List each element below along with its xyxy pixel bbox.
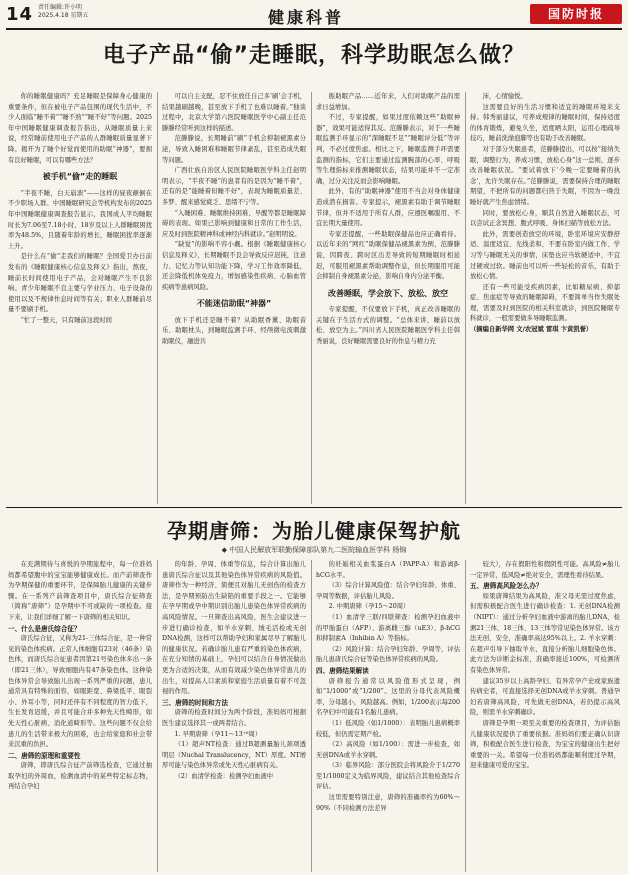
paragraph: 范滕滕说，长期睡前“刷”手机会抑制褪黑素分泌，导致入睡困难和睡眠节律紊乱，甚至造成失眠等问题。 <box>162 135 306 164</box>
article2-byline <box>0 545 628 555</box>
paragraph: 较大），存在假阳性和假阴性可能。高风险≠胎儿一定异常，低风险≠绝对安全，需理性看待结果。 <box>470 561 620 579</box>
paragraph: 唐筛报告通常以风险值形式呈现，例如“1/1000”或“1/200”。这里的分母代表风险概率，分母越小，风险越高。例如，1/200表示每200名孕妇中可能有1名胎儿患病。 <box>316 677 460 717</box>
paragraph: 的年龄、孕周、体重等信息，综合计算出胎儿患唐氏综合征以及其他染色体异常疾病的风险值。唐筛作为一种经济、简便且对胎儿无创伤的检查方法，是孕期预防出生缺陷的重要手段之一。它能够在孕早期或孕中期识别出胎儿患染色体异常疾病的高风险情况。一旦筛查出高风险，医生会建议进一步进行确诊检查，如羊水穿刺、绒毛活检或无创DNA检测，这样可以帮助孕妇和家属尽早了解胎儿的健康状况。若确诊胎儿患有严重的染色体疾病，在充分知情的基础上，孕妇可以结合自身情况做出更为合适的决策，从而有效减少染色体异常患儿的出生，对提高人口素质和家庭生活质量有着不可忽视的作用。 <box>162 561 306 696</box>
paragraph: 不过，专家提醒，如果过度依赖这些“助眠神器”，效果可能适得其反。范滕滕表示，对于一些睡眠监测手环显示的“深睡眠不足”“睡眠评分低”等评判，不必过度焦虑。相比之下，睡眠监测手环需要监测的指标，它们主要通过监测腕部的心率、呼吸等生理指标来推测睡眠状态，结果可能并不一定准确，过分关注反而会影响睡眠。 <box>316 114 460 185</box>
column-divider <box>465 92 466 504</box>
article1-title: 电子产品“偷”走睡眠，科学助眠怎么做？ <box>103 43 525 68</box>
issue-meta <box>38 4 88 20</box>
paragraph: 的妊娠相关血浆蛋白A（PAPP-A）和游离β-hCG水平。 <box>316 561 460 579</box>
paragraph: 专家还提醒，一些助眠保健品也应正确看待。以近年来的“网红”助眠保健品褪黑素为例，范滕滕说，因跨夜、跨时区出差导致的短期睡眠时相延迟，可服用褪黑素帮助调整作息，但长期服用可能会抑制自身褪黑素分泌，影响自身内分泌平衡。 <box>316 230 460 281</box>
editor-line: 责任编辑:许小明 <box>38 4 83 11</box>
paragraph: （1）血清学三联/四联筛查：检测孕妇血液中的甲胎蛋白（AFP）、游离雌三醇（uE3）、β-hCG和抑制素A（Inhibin A）等指标。 <box>316 613 460 643</box>
paragraph: “半夜不睡，白天崩溃”——这样的昼夜颠倒在不少职场人群。中国睡眠研究会等机构发布的2025年中国睡眠健康调查报告显示，我国成人平均睡眠时长为7.06至7.18小时，18岁及以上人群睡眠困扰率为48.5%，且随着年龄的增长，睡眠困扰率逐渐上升。 <box>8 189 152 250</box>
paragraph: 这里需要特别注意，唐筛的准确率约为60%～90%（不同检测方法差异 <box>316 794 460 812</box>
article1-column-4 <box>470 92 620 504</box>
subheading: 四、唐筛结果解读 <box>316 666 369 675</box>
paragraph: 专家提醒，不仅要放下手机，真正改善睡眠的关键在于生活方式的调整。“总体来讲，睡前以放松、放空为主。”四川省人民医院睡眠医学科主任韩秀丽说，良好睡眠需要良好的作息与精力充 <box>316 306 460 346</box>
paragraph: 如果唐筛结果为高风险，准父母无需过度焦虑，但需积极配合医生进行确诊检查：1. 无创DNA检测（NIPT）：通过分析孕妇血液中游离的胎儿DNA，检测21三体、18三体、13三体等常见染色体异常。该方法无创、安全，准确率高达95%以上。2. 羊水穿刺：在超声引导下抽取羊水，直接分析胎儿细胞染色体。此方法为诊断金标准，准确率接近100%，可检测所有染色体异常。 <box>470 592 620 674</box>
subheading: 改善睡眠，学会放下、放松、放空 <box>328 288 448 298</box>
paragraph: 在充满期待与喜悦的孕期旅程中，每一位准妈妈都希望腹中的宝宝能够健康成长。而产前筛查作为孕期保健的重要环节，是保障胎儿健康的关键步骤。在一系列产前筛查项目中，唐氏综合征筛查（简称“唐筛”）是孕期中不可或缺的一项检查。接下来，让我们详细了解一下唐筛的相关知识。 <box>8 561 152 621</box>
paragraph: （2）高风险（如1/100）：需进一步检查，如无创DNA或羊水穿刺。 <box>316 741 460 759</box>
paragraph: “缺觉”的影响不容小觑。根据《睡眠健康核心信息及释义》，长期睡眠不良会导致反应迟钝，注意力、记忆力等认知功能下降，学习工作效率降低，还会降低机体免疫力，增加感染性疾病、心脑血管疾病等患病风险。 <box>162 241 306 291</box>
source-credit: （摘编自新华网 文/农冠斌 雷琪 卞黄凯誉） <box>470 326 593 334</box>
paragraph: （1）超声NT检查：通过B超测量胎儿颈项透明层（Nuchal Translucency，NT）厚度。NT增厚可能与染色体异常或先天性心脏病有关。 <box>162 741 306 770</box>
subheading: 五、唐筛高风险怎么办？ <box>470 582 543 591</box>
article2-title: 孕期唐筛：为胎儿健康保驾护航 <box>167 519 461 543</box>
article2-column-4 <box>470 560 620 872</box>
subheading: 不能迷信助眠“神器” <box>196 299 272 309</box>
paragraph: （3）临界风险：部分医院会将风险介于1/270至1/1000定义为临界风险，建议结合其他检查综合评估。 <box>316 762 460 791</box>
article1-column-2 <box>162 92 306 504</box>
article-divider <box>6 507 622 508</box>
paragraph: 可以自主支配，忍不住放任自己多‘刷’会手机，结果越刷越晚，甚至放下手机了也难以睡着。”独谈过程中，北京大学第六医院睡眠医学中心副主任范滕滕经常听到这样的描述。 <box>162 93 306 132</box>
paragraph: 唐筛是孕期一项至关重要的检查项目，为评估胎儿健康状况提供了重要依据。准妈妈们要正确认识唐筛，积极配合医生进行检查，为宝宝的健康出生把好重要的一关。希望每一位准妈妈都能顺利度过孕期，迎来健康可爱的宝宝。 <box>470 719 620 770</box>
paragraph: 1. 早期唐筛（孕11～13⁺⁶周） <box>174 730 262 738</box>
column-divider <box>465 560 466 872</box>
paragraph: 是什么在“偷”走我们的睡眠？全国爱卫办日前发布的《睡眠健康核心信息及释义》指出，熬夜，睡前长时间使用电子产品，会对睡眠产生不良影响。青少年睡眠不良主要与学业压力、电子设备的使用以及不规律作息时间等有关；职业人群睡前尽量不要刷手机。 <box>8 253 152 314</box>
column-divider <box>311 92 312 504</box>
paragraph: 此外，有的“助眠神器”使用不当会对身体健康造成潜在损害。专家提示，褪黑素有助于调节睡眠节律，但并不适用于所有人群，应遵医嘱服用，不宜长期大量使用。 <box>316 188 460 228</box>
section-title: 健康科普 <box>268 8 345 27</box>
article2-column-2 <box>162 560 306 872</box>
paragraph: 2. 中期唐筛（孕15～20周） <box>328 603 410 611</box>
pin-icon: ◆ <box>221 546 230 554</box>
paragraph: 放下手机还是睡不着？从助眠香薰、助眠音乐、助眠枕头，到睡眠监测手环、经颅微电流刺激助眠仪，融进共 <box>162 316 306 346</box>
date-line <box>38 12 88 20</box>
newspaper-logo: 国防时报 <box>530 4 622 24</box>
paragraph: 唐氏综合征，又称为21-三体综合征，是一种常见的染色体疾病。正常人体细胞有23对（46条）染色体，而唐氏综合征患者因第21号染色体多出一条（即21三体），导致细胞内有47条染色体。这种染色体异常会导致胎儿出现一系列严重的问题，患儿通常具有特殊的面容，如眼距宽、鼻梁低平、眼裂小、外耳小等，同时还伴有不同程度的智力低下，生长发育迟缓，并且可能合并多种先天性畸形，如先天性心脏病、消化道畸形等。这些问题不仅会给患儿的生活带来极大的困难，也会给家庭和社会带来沉重的负担。 <box>8 635 152 749</box>
paragraph: 同时，要放松心身，顺其自然进入睡眠状态，可以尝试正念冥想、腹式呼吸、身体扫描等放松方法。 <box>470 209 620 228</box>
paragraph: （1）低风险（如1/1000）：表明胎儿患病概率较低，但仍需定期产检。 <box>316 719 460 738</box>
issue-weekday: 星期五 <box>70 12 89 19</box>
paragraph: 沛，心情愉悦。 <box>482 93 527 100</box>
subheading: 被手机“偷”走的睡眠 <box>42 172 118 182</box>
subheading: 一、什么是唐氏综合征？ <box>8 624 81 633</box>
masthead <box>0 0 628 30</box>
column-divider <box>157 92 158 504</box>
article1-column-1 <box>8 92 152 504</box>
paragraph: （3）综合计算风险值：结合孕妇年龄、体重、孕周等数据，评估胎儿风险。 <box>316 582 460 600</box>
subheading: 三、唐筛的时间和方法 <box>162 698 228 707</box>
article2-column-1 <box>8 560 152 872</box>
subheading: 二、唐筛的原理和重要性 <box>8 751 81 760</box>
paragraph: 建议35岁以上高龄孕妇、有异常孕产史或家族遗传病史者，可直接选择无创DNA或羊水穿刺。普通孕妇若唐筛高风险，可先做无创DNA，若仍提示高风险，则需羊水穿刺确诊。 <box>470 677 620 717</box>
byline-text: 中国人民解放军联勤保障部队第九二医院输血医学科 杨锦 <box>229 546 407 554</box>
paragraph: 振助眠产品……近年来，人们对助眠产品的需求日益增加。 <box>316 93 460 111</box>
paragraph: 广西壮族自治区人民医院睡眠医学科主任赵明明表示，“半夜不睡”的患者有的是因为“睡不着”，还有的是“能睡着但睡不好”，表现为睡眠质量差、多梦、醒来感觉疲乏、思绪不宁等。 <box>162 167 306 206</box>
paragraph: 此外，需要创造放空的环境，卧室环境应安静舒适、温度适宜、光线柔和，不要在卧室内做工作、学习等与睡眠无关的事情，床垫也应当软硬适中、不宜过硬或过软。睡前也可以听一些轻松的音乐，有助于放松心情。 <box>470 230 620 281</box>
masthead-rule <box>6 28 622 30</box>
paragraph: 唐筛，即唐氏综合征产前筛选检查，它通过抽取孕妇的外周血，检测血清中的某些特定标志物，再结合孕妇 <box>8 762 152 791</box>
paragraph: （2）风险计算：结合孕妇年龄、孕周等，评估胎儿患唐氏综合征等染色体异常疾病的风险。 <box>316 645 460 664</box>
column-divider <box>311 560 312 872</box>
paragraph: 对于部分失眠患者，范滕滕提出，可以按“接纳失眠，调整行为，养成习惯，放松心身”这一总则，逐步改善睡眠状况。“要试着放下‘今晚一定要睡着的执念’，允许失眠存在。”范滕滕说，需要保持合理的睡眠期望，不把所有的问题都归咎于失眠，不因为一晚没睡好就产生焦虑情绪。 <box>470 145 620 206</box>
article1-column-3 <box>316 92 460 504</box>
issue-date: 2025.4.18 <box>38 12 69 19</box>
paragraph: “忙了一整天，只有睡前这段时间 <box>20 316 112 324</box>
paragraph: 还有一些可能受疾病因素，比如糖尿病、抑郁症、焦虑症等导致的睡眠障碍，不要简单当作失眠处理，需要及时到医院的相关科室就诊，到医院睡眠专科就诊，一般需要做多导睡眠监测。 <box>470 283 620 323</box>
article2-column-3 <box>316 560 460 872</box>
paragraph: 唐筛的检查时间分为两个阶段，准妈妈可根据医生建议选择其一或两者结合。 <box>162 709 306 727</box>
paragraph: 这需要良好的生活习惯和适宜的睡眠环境来支持。韩秀丽建议，可养成规律的睡眠时间，保持适度的体育锻炼，避免久坐，适度晒太阳，运用心理疏导技巧，睡前洗澡泡脚等也有助于改善睡眠。 <box>470 103 620 143</box>
paragraph: （2）血清学检查：检测孕妇血液中 <box>174 772 274 780</box>
page-number: 14 <box>6 4 34 25</box>
paragraph: “入睡困难、睡眠维持困难、早醒等都是睡眠障碍的表现。如果已影响到健康和日常的工作生活，应及时到医院精神科或神经内科就诊。”赵明明说。 <box>162 209 306 238</box>
paragraph: 你的睡眠健康吗？充足睡眠是保障身心健康的重要条件，但在被电子产品包围的现代生活中，不少人面临“睡不着”“睡不熟”“睡不好”等问题。2025年中国睡眠健康调查报告指出，从睡眠质量上来说，经常睡前使用电子产品的人群睡眠质量显著下降。揭开为了睡个好觉而使用的助眠“神器”，要拥有良好睡眠，可以有哪些方法？ <box>8 93 152 164</box>
column-divider <box>157 560 158 872</box>
